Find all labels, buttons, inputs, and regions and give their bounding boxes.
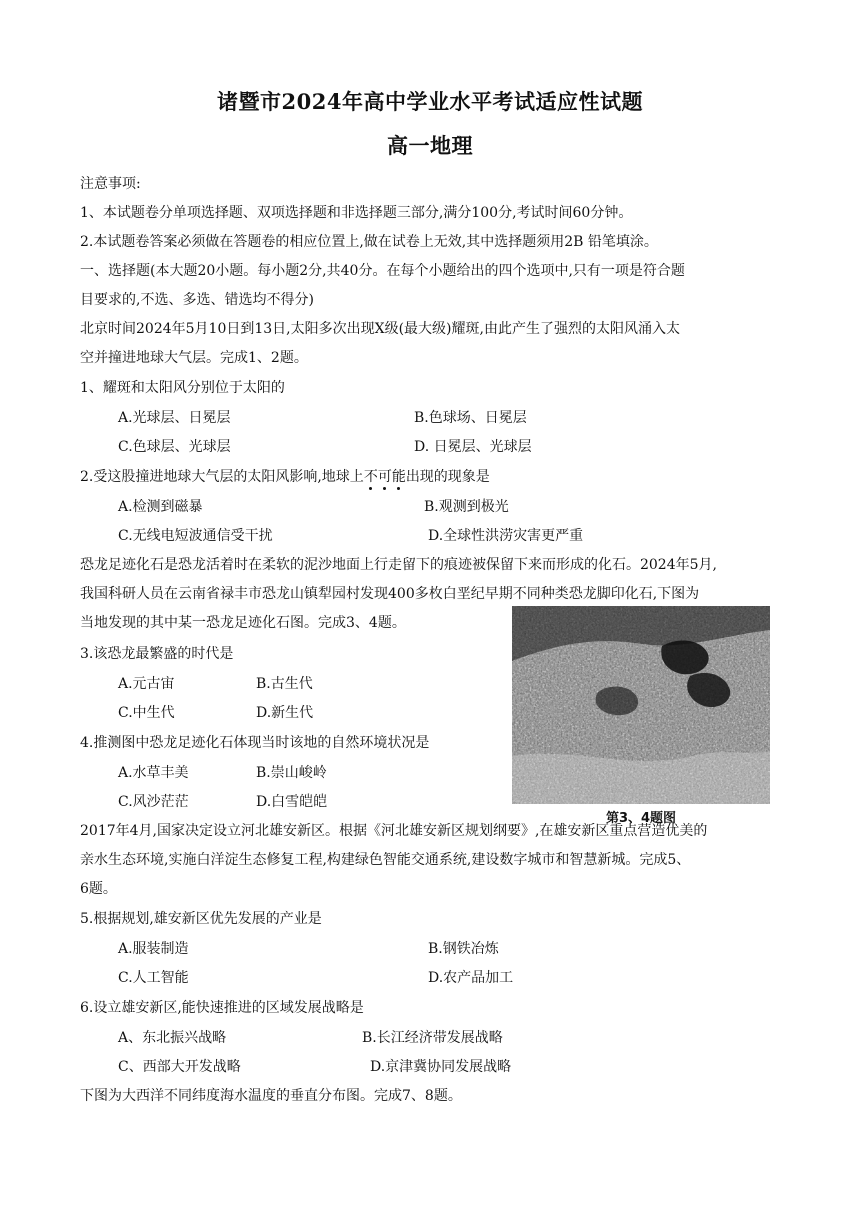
figure-caption: 第3、4题图 — [605, 811, 677, 826]
question-1-option-d: D. 日冕层、光球层 — [414, 439, 532, 455]
question-3-option-c: C.中生代 — [118, 705, 175, 721]
question-4-option-d: D.白雪皑皑 — [256, 794, 328, 810]
question-5-text: 5.根据规划,雄安新区优先发展的产业是 — [80, 911, 322, 927]
notice-item-2: 2.本试题卷答案必须做在答题卷的相应位置上,做在试卷上无效,其中选择题须用2B 铅笔填涂。 — [80, 234, 658, 250]
question-6-option-a: A、东北振兴战略 — [118, 1030, 227, 1046]
question-2-text-post: 出现的现象是 — [405, 469, 490, 485]
question-4-option-b: B.崇山峻岭 — [256, 765, 327, 781]
question-2-text — [80, 468, 490, 486]
question-1-option-a: A.光球层、日冕层 — [118, 410, 231, 426]
section-instructions-line-2: 目要求的,不选、多选、错选均不得分) — [80, 292, 314, 308]
question-2-option-c: C.无线电短波通信受干扰 — [118, 528, 273, 544]
question-2-option-d: D.全球性洪涝灾害更严重 — [428, 528, 584, 544]
question-6-text: 6.设立雄安新区,能快速推进的区域发展战略是 — [80, 1000, 364, 1016]
notice-heading: 注意事项: — [80, 176, 141, 192]
question-1-option-c: C.色球层、光球层 — [118, 439, 231, 455]
question-4-option-c: C.风沙茫茫 — [118, 794, 189, 810]
question-6-option-c: C、西部大开发战略 — [118, 1059, 241, 1075]
stem-2-line-1: 恐龙足迹化石是恐龙活着时在柔软的泥沙地面上行走留下的痕迹被保留下来而形成的化石。2024年5月, — [80, 557, 717, 573]
stem-3-line-1: 2017年4月,国家决定设立河北雄安新区。根据《河北雄安新区规划纲要》,在雄安新区重点营造优美的 — [80, 823, 708, 839]
question-2-option-a: A.检测到磁暴 — [118, 499, 203, 515]
stem-4-line-1: 下图为大西洋不同纬度海水温度的垂直分布图。完成7、8题。 — [80, 1088, 462, 1104]
stem-3-line-2: 亲水生态环境,实施白洋淀生态修复工程,构建绿色智能交通系统,建设数字城市和智慧新城。完成5、 — [80, 852, 691, 868]
notice-item-1: 1、本试题卷分单项选择题、双项选择题和非选择题三部分,满分100分,考试时间60分钟。 — [80, 205, 633, 221]
question-1-option-b: B.色球场、日冕层 — [414, 410, 527, 426]
stem-3-line-3: 6题。 — [80, 881, 117, 897]
stem-2-line-3: 当地发现的其中某一恐龙足迹化石图。完成3、4题。 — [80, 615, 406, 631]
question-5-option-c: C.人工智能 — [118, 970, 189, 986]
question-4-option-a: A.水草丰美 — [118, 765, 189, 781]
question-3-option-d: D.新生代 — [256, 705, 314, 721]
question-2-emphasis-2: 可 — [377, 469, 392, 485]
question-2-emphasis-1: 不 — [363, 469, 378, 485]
exam-subject: 高一地理 — [387, 133, 473, 158]
stem-1-line-2: 空并撞进地球大气层。完成1、2题。 — [80, 350, 308, 366]
question-3-option-a: A.元古宙 — [118, 676, 175, 692]
question-5-option-b: B.钢铁冶炼 — [428, 941, 499, 957]
question-2-option-b: B.观测到极光 — [424, 499, 509, 515]
question-5-option-a: A.服装制造 — [118, 941, 189, 957]
question-6-option-b: B.长江经济带发展战略 — [362, 1030, 503, 1046]
stem-1-line-1: 北京时间2024年5月10日到13日,太阳多次出现X级(最大级)耀斑,由此产生了强烈的太阳风涌入太 — [80, 321, 680, 337]
question-1-text: 1、耀斑和太阳风分别位于太阳的 — [80, 380, 285, 396]
question-3-option-b: B.古生代 — [256, 676, 313, 692]
section-instructions-line-1: 一、选择题(本大题20小题。每小题2分,共40分。在每个小题给出的四个选项中,只有一项是符合题 — [80, 263, 685, 279]
question-5-option-d: D.农产品加工 — [428, 970, 514, 986]
question-4-text: 4.推测图中恐龙足迹化石体现当时该地的自然环境状况是 — [80, 735, 430, 751]
question-6-option-d: D.京津冀协同发展战略 — [370, 1059, 512, 1075]
exam-title: 诸暨市2024年高中学业水平考试适应性试题 — [217, 89, 643, 114]
question-2-emphasis-3: 能 — [391, 469, 406, 485]
question-2-text-pre: 2.受这股撞进地球大气层的太阳风影响,地球上 — [80, 469, 364, 485]
question-3-text: 3.该恐龙最繁盛的时代是 — [80, 646, 234, 662]
stem-2-line-2: 我国科研人员在云南省禄丰市恐龙山镇犁园村发现400多枚白垩纪早期不同种类恐龙脚印化石,下图为 — [80, 586, 700, 602]
dinosaur-footprint-fossil-image — [512, 606, 770, 804]
